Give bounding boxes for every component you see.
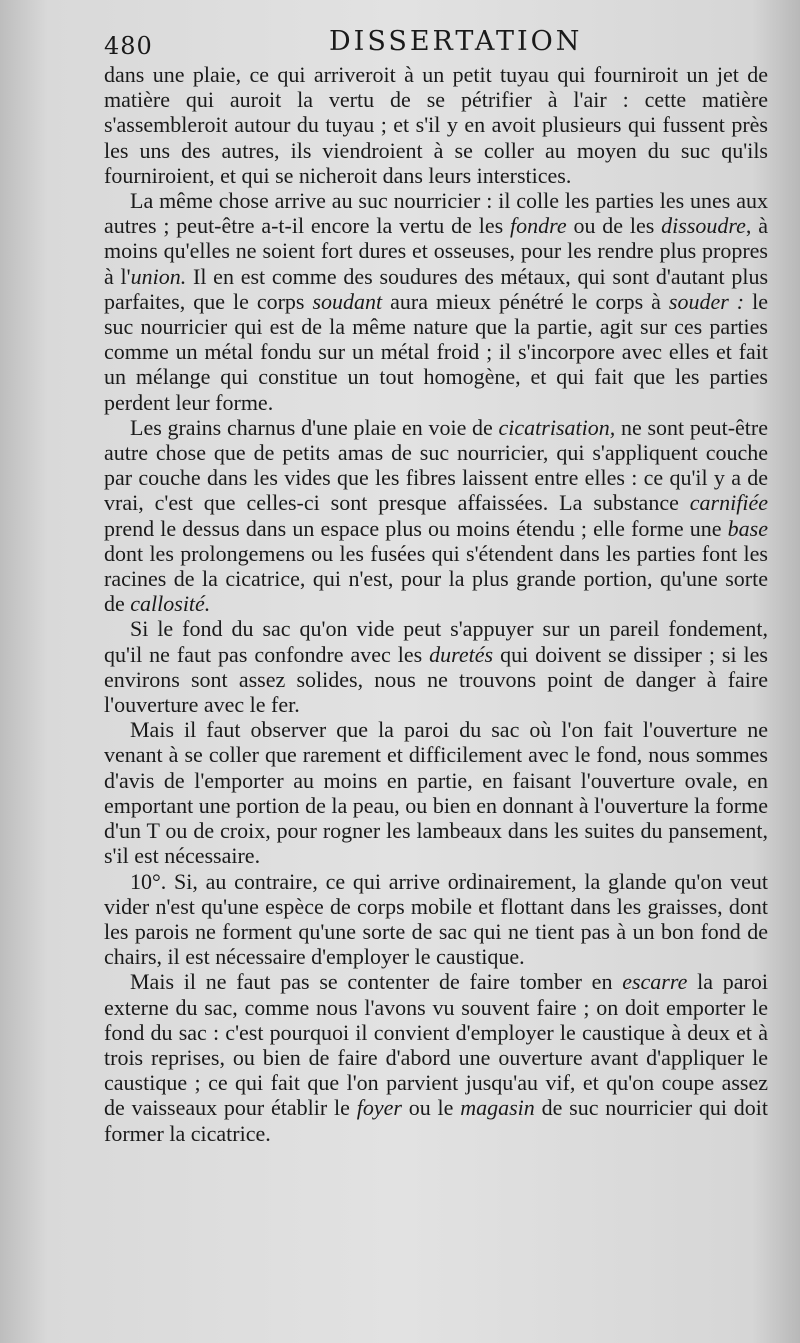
italic-term: magasin xyxy=(460,1095,535,1121)
text-run: , à moins qu'elles ne soient fort dures et osseuses, pour les rendre plus propres à l' xyxy=(104,213,769,289)
text-run: aura mieux pénétré le corps à xyxy=(382,288,669,314)
paragraph-p3 xyxy=(104,415,768,617)
page-header xyxy=(104,18,766,62)
italic-term: souder : xyxy=(668,288,745,314)
text-run: Il en est comme des soudures des métaux, qui sont d'autant plus parfaites, que le corps xyxy=(104,263,768,314)
text-run: qui doivent se dissiper ; si les environs sont assez solides, nous ne trouvons point de danger à faire l'ouverture avec le fer. xyxy=(104,641,768,718)
paragraph-p4 xyxy=(104,616,768,717)
italic-term: foyer xyxy=(356,1095,402,1121)
text-run: prend le dessus dans un espace plus ou moins étendu ; elle forme une xyxy=(104,515,728,541)
italic-term: base xyxy=(727,515,768,541)
text-run: 10°. Si, au contraire, ce qui arrive ordinairement, la glande qu'on veut vider n'est qu'une espèce de corps mobile et flottant dans les graisses, dont les parois ne forment qu'une sorte de sac qui ne tient pas à un bon fond de chairs, il est nécessaire d'employer le caustique. xyxy=(104,868,768,970)
text-run: ne sont peut-être autre chose que de petits amas de suc nourricier, qui s'appliquent couche par couche dans les vides que les fibres laissent entre elles : ce qu'il y a de vrai, c'est que celles-ci sont presque affaissées. La substance xyxy=(104,414,768,516)
text-run: dans une plaie, ce qui arriveroit à un petit tuyau qui fourniroit un jet de matière qui auroit la vertu de se pétrifier à l'air : cette matière s'assembleroit autour du tuyau ; et s'il y en avoit plusieurs qui fussent près les uns des autres, ils viendroient à se coller au moyen du suc qu'ils fourniroient, et qui se nicheroit dans leurs interstices. xyxy=(104,62,768,188)
text-run: ou de les xyxy=(566,213,662,239)
italic-term: escarre xyxy=(622,969,688,995)
paragraph-p7 xyxy=(104,969,768,1145)
text-run: Mais il ne faut pas se contenter de faire tomber en xyxy=(130,969,623,995)
paragraph-p5 xyxy=(104,717,768,868)
body-text xyxy=(104,62,768,1146)
italic-term: union. xyxy=(130,263,187,289)
text-run: ou le xyxy=(401,1095,461,1121)
italic-term: callosité. xyxy=(130,591,211,617)
italic-term: fondre xyxy=(509,213,567,239)
italic-term: carnifiée xyxy=(689,490,768,516)
italic-term: dissoudre xyxy=(661,213,746,239)
italic-term: cicatrisation, xyxy=(498,414,616,440)
paragraph-p2 xyxy=(104,188,768,415)
text-run: La même chose arrive au suc nourricier : il colle les parties les unes aux autres ; peut-être a-t-il encore la vertu de les xyxy=(104,188,768,239)
page-number: 480 xyxy=(104,32,153,60)
paragraph-p6 xyxy=(104,869,768,970)
text-run: dont les prolongemens ou les fusées qui s'étendent dans les parties font les racines de la cicatrice, qui n'est, pour la plus grande portion, qu'une sorte de xyxy=(104,540,768,617)
italic-term: soudant xyxy=(312,288,383,314)
text-run: Mais il faut observer que la paroi du sac où l'on fait l'ouverture ne venant à se coller que rarement et difficilement avec le fond, nous sommes d'avis de l'emporter au moins en partie, en faisant l'ouverture ovale, en emportant une portion de la peau, ou bien en donnant à l'ouverture la forme d'un T ou de croix, pour rogner les lambeaux dans les suites du pansement, s'il est nécessaire. xyxy=(104,717,768,869)
paragraph-p1 xyxy=(104,62,768,188)
text-run: la paroi externe du sac, comme nous l'avons vu souvent faire ; on doit emporter le fond du sac : c'est pourquoi il convient d'employer le caustique à deux et à trois reprises, ou bien de faire d'abord une ouverture avant d'appliquer le caustique ; ce qui fait que l'on parvient jusqu'au vif, et qu'on coupe assez de vaisseaux pour établir le xyxy=(104,969,768,1121)
text-run: le suc nourricier qui est de la même nature que la partie, agit sur ces parties comme un métal fondu sur un métal froid ; il s'incorpore avec elles et fait un mélange qui constitue un tout homogène, et qui fait que les parties perdent leur forme. xyxy=(104,288,768,415)
text-run: Si le fond du sac qu'on vide peut s'appuyer sur un pareil fondement, qu'il ne faut pas confondre avec les xyxy=(104,616,768,667)
text-run: de suc nourricier qui doit former la cicatrice. xyxy=(104,1095,768,1146)
italic-term: duretés xyxy=(429,641,494,667)
text-run: Les grains charnus d'une plaie en voie de xyxy=(130,414,499,440)
running-head: DISSERTATION xyxy=(329,26,583,57)
